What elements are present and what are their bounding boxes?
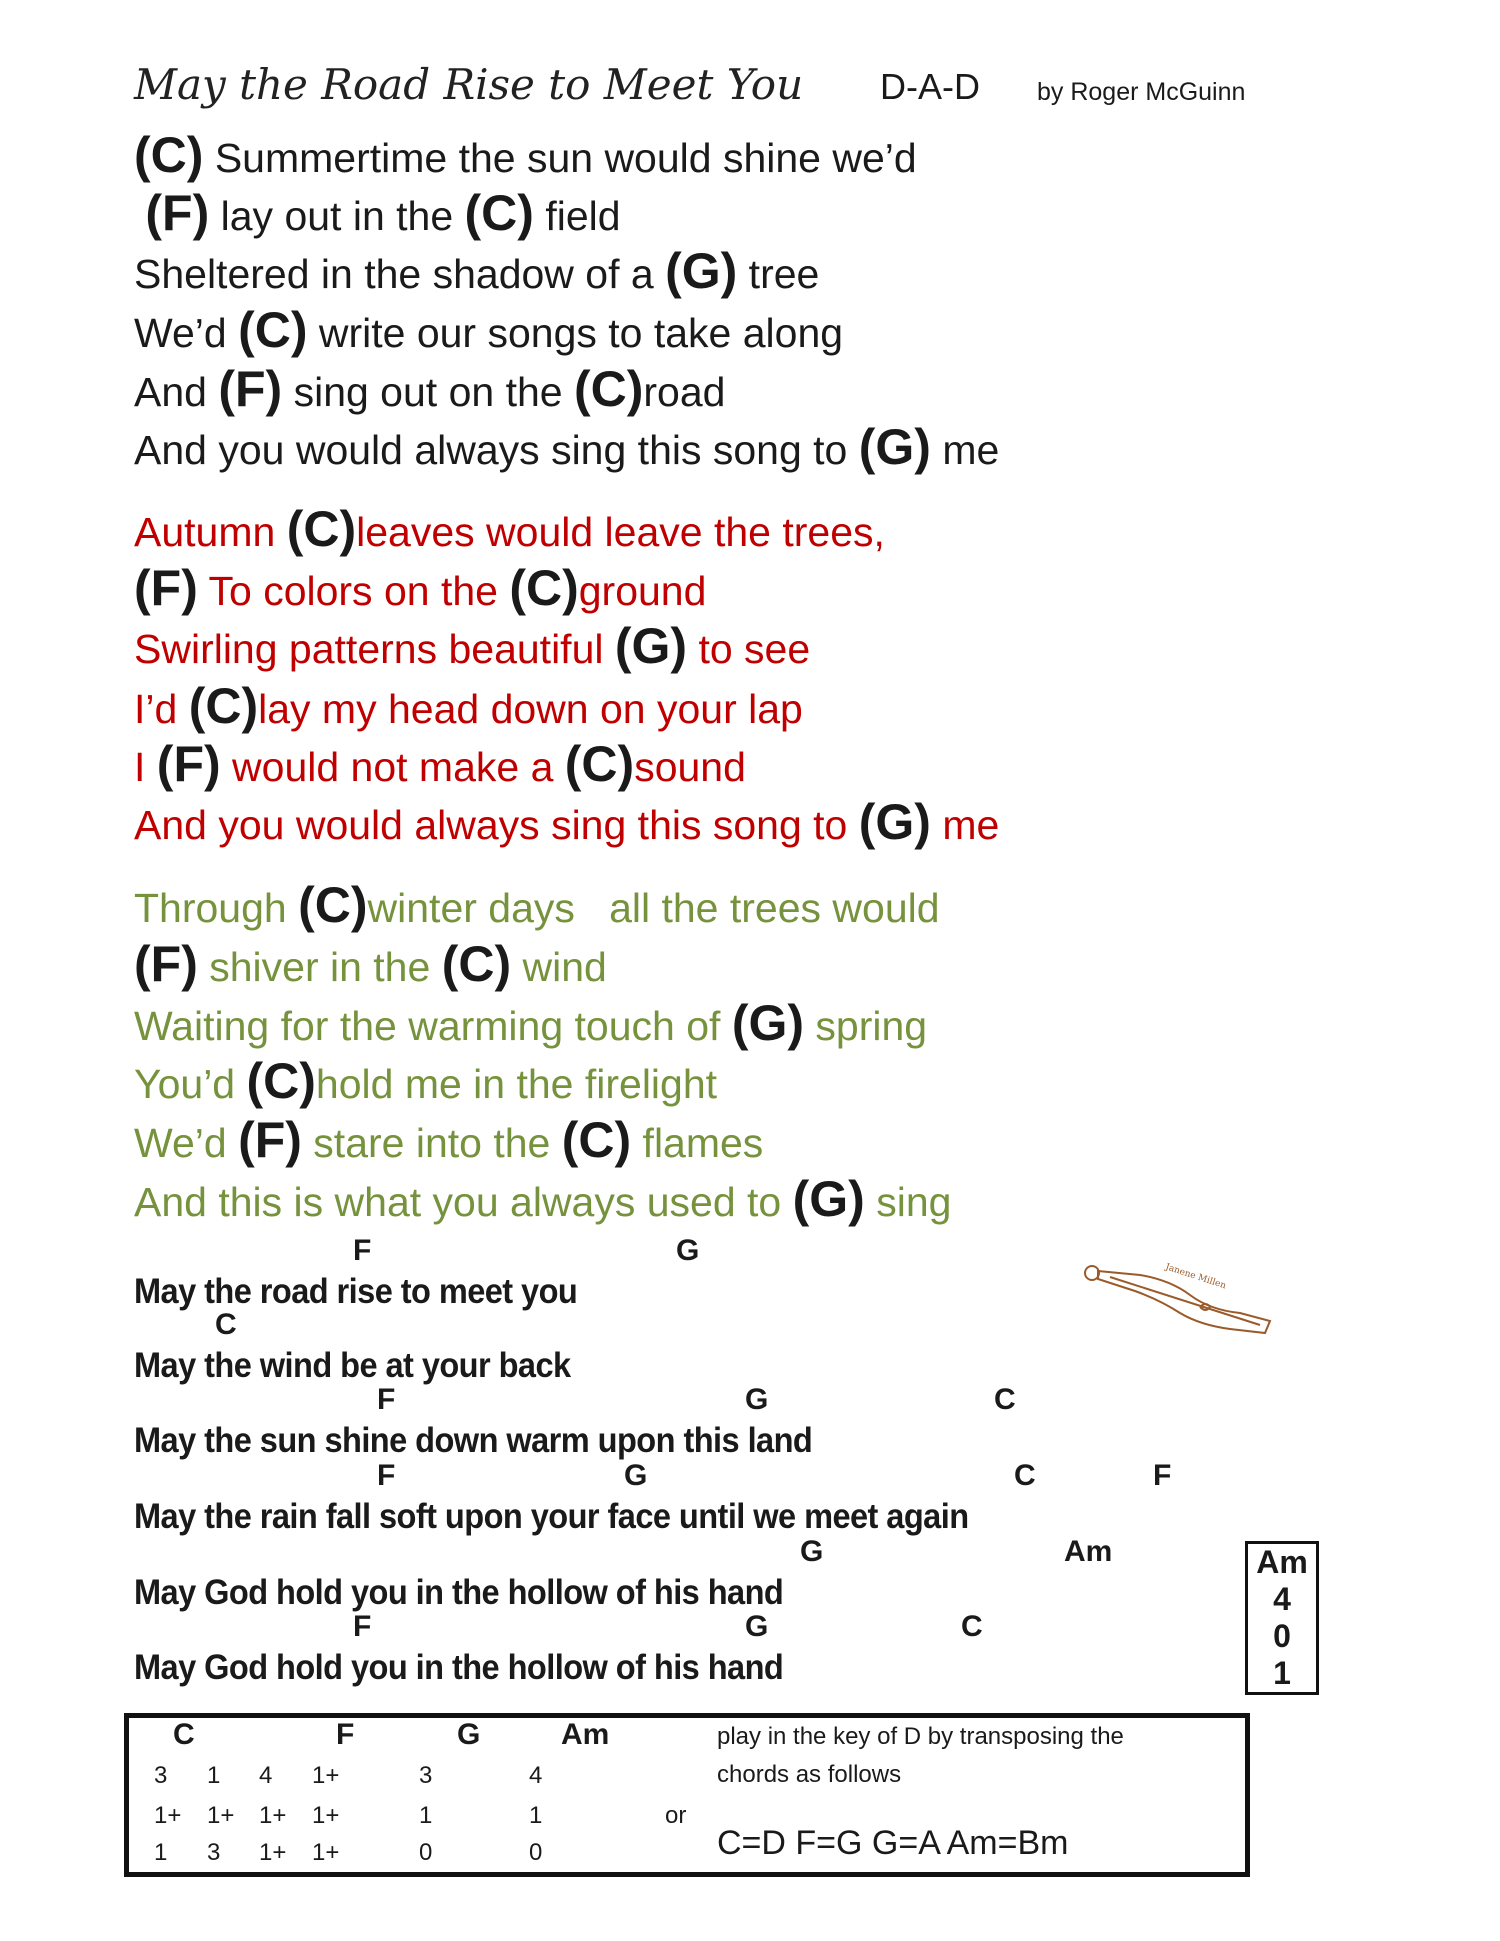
lyric-text: wind <box>511 944 607 990</box>
chord-label: (F) <box>238 1112 302 1168</box>
chorus-lyric: May the road rise to meet you <box>134 1272 578 1311</box>
lyric-text <box>134 193 145 239</box>
tuning: D-A-D <box>880 66 980 107</box>
lyric-text: And <box>134 369 219 415</box>
chorus-chord: F <box>377 1459 396 1492</box>
chord-label: (F) <box>145 185 210 241</box>
chord-label: (C) <box>509 560 579 616</box>
lyric-text: winter days all the trees would <box>367 885 940 931</box>
verse-line <box>134 501 885 557</box>
fret-number: 3 <box>154 1762 168 1789</box>
lyric-text: Sheltered in the shadow of a <box>134 251 666 297</box>
chord-chart-table <box>124 1713 1250 1877</box>
lyric-text: We’d <box>134 1120 239 1166</box>
verse-line <box>134 936 607 992</box>
chord-header: F <box>336 1718 355 1751</box>
dulcimer-logo <box>1080 1255 1280 1345</box>
chorus-chord: F <box>353 1234 372 1267</box>
chord-label: (G) <box>858 794 931 850</box>
fret-number: 1+ <box>207 1802 235 1829</box>
lyric-text: would not make a <box>220 744 565 790</box>
chorus-lyric: May the rain fall soft upon your face until we meet again <box>134 1497 969 1536</box>
fret-number: 4 <box>529 1762 543 1789</box>
chord-label: (C) <box>238 302 308 358</box>
chord-label: (C) <box>464 185 534 241</box>
lyric-text: To colors on the <box>197 568 510 614</box>
chord-label: (C) <box>298 877 368 933</box>
am-box-label: Am <box>1256 1544 1308 1580</box>
lyric-text: to see <box>687 626 811 672</box>
lyric-text: I <box>134 744 157 790</box>
chorus-chord: Am <box>1064 1535 1113 1568</box>
verse-line <box>134 419 1000 475</box>
am-chord-box <box>1245 1541 1319 1695</box>
chord-label: (C) <box>573 361 644 417</box>
lyric-text: shiver in the <box>197 944 442 990</box>
lyric-text: stare into the <box>301 1120 562 1166</box>
chorus-lyric: May God hold you in the hollow of his hand <box>134 1573 784 1612</box>
chord-header: Am <box>561 1718 610 1751</box>
lyric-text: flames <box>631 1120 764 1166</box>
chord-label: (F) <box>134 936 198 992</box>
am-box-fret: 4 <box>1273 1581 1291 1617</box>
lyric-text: Through <box>134 885 299 931</box>
fret-number: 3 <box>419 1762 433 1789</box>
chord-label: (G) <box>614 618 688 674</box>
chord-label: (C) <box>188 678 259 734</box>
am-box-fret: 0 <box>1273 1618 1291 1654</box>
verse-line <box>134 877 940 933</box>
lyric-text: You’d <box>134 1061 247 1107</box>
author: by Roger McGuinn <box>1037 78 1246 106</box>
lyric-text: And this is what you always used to <box>134 1179 793 1225</box>
verse-line <box>134 243 820 299</box>
verse-line <box>134 995 928 1051</box>
lyric-text: sing out on the <box>282 369 574 415</box>
lyric-text: lay my head down on your lap <box>258 686 803 732</box>
lyric-text: I’d <box>134 686 189 732</box>
lyric-text: me <box>930 802 1000 848</box>
fret-number: 4 <box>259 1762 273 1789</box>
lyric-text: me <box>930 427 1000 473</box>
chorus-chord: F <box>1153 1459 1172 1492</box>
chord-label: (C) <box>246 1053 316 1109</box>
lyric-text: spring <box>804 1003 928 1049</box>
verse-line <box>134 678 803 734</box>
chord-label: (G) <box>731 995 805 1051</box>
verse-line <box>134 302 844 358</box>
chord-label: (F) <box>156 736 221 792</box>
fret-number: 1 <box>419 1802 433 1829</box>
chorus-lyric: May God hold you in the hollow of his hand <box>134 1648 784 1687</box>
fret-number: 1+ <box>259 1839 287 1866</box>
lyric-text: And you would always sing this song to <box>134 802 859 848</box>
lyric-text: hold me in the firelight <box>315 1061 718 1107</box>
chord-label: (G) <box>858 419 931 475</box>
verse-line <box>134 361 726 417</box>
chorus-chord: F <box>377 1383 396 1416</box>
fret-number: 0 <box>419 1839 433 1866</box>
verse-line <box>134 618 811 674</box>
verse-line <box>134 1112 764 1168</box>
verse-line <box>134 794 1000 850</box>
lyric-text: tree <box>737 251 820 297</box>
chorus-lyric: May the wind be at your back <box>134 1346 571 1385</box>
lyric-text: We’d <box>134 310 239 356</box>
chorus-chord: C <box>215 1308 237 1341</box>
verse-line <box>134 1171 952 1227</box>
fret-number: 1 <box>154 1839 168 1866</box>
lyric-text: And you would always sing this song to <box>134 427 859 473</box>
verse-line <box>134 736 746 792</box>
lyric-text: Summertime the sun would shine we’d <box>203 135 917 181</box>
lyric-text: sound <box>634 744 746 790</box>
chorus-chord: C <box>961 1610 983 1643</box>
chord-label: (C) <box>286 501 357 557</box>
transpose-note: chords as follows <box>717 1761 902 1788</box>
lyric-text: sing <box>864 1179 952 1225</box>
lyric-text: Swirling patterns beautiful <box>134 626 615 672</box>
chord-label: (G) <box>665 243 738 299</box>
chorus-chord: G <box>800 1535 824 1568</box>
lyric-text: field <box>533 193 621 239</box>
verse-line <box>134 1053 718 1109</box>
svg-text:Janene Millen: Janene Millen <box>1164 1262 1228 1292</box>
verse-line <box>134 127 917 183</box>
fret-number: 1 <box>207 1762 221 1789</box>
fret-number: 0 <box>529 1839 543 1866</box>
chord-label: (F) <box>134 560 198 616</box>
lyric-text: lay out in the <box>209 193 465 239</box>
lyric-text: leaves would leave the trees, <box>356 509 885 555</box>
chorus-chord: G <box>745 1610 769 1643</box>
lyric-text: Autumn <box>134 509 287 555</box>
fret-number: 1+ <box>259 1802 287 1829</box>
chord-label: (C) <box>134 127 204 183</box>
chorus-lyric: May the sun shine down warm upon this land <box>134 1421 813 1460</box>
transpose-mapping: C=D F=G G=A Am=Bm <box>717 1824 1069 1862</box>
fret-number: 1+ <box>154 1802 182 1829</box>
lyric-text: ground <box>578 568 707 614</box>
chorus-chord: C <box>994 1383 1016 1416</box>
fret-number: 1+ <box>312 1802 340 1829</box>
lyric-text: road <box>643 369 726 415</box>
chord-label: (C) <box>441 936 512 992</box>
chord-header: G <box>457 1718 481 1751</box>
fret-number: 1+ <box>312 1762 340 1789</box>
song-title: May the Road Rise to Meet You <box>134 60 804 109</box>
fret-number: 3 <box>207 1839 221 1866</box>
chorus-chord: G <box>676 1234 700 1267</box>
or-label: or <box>665 1802 687 1829</box>
verse-line <box>134 560 707 616</box>
chorus-chord: F <box>353 1610 372 1643</box>
verse-line <box>134 185 621 241</box>
lyric-text: write our songs to take along <box>307 310 844 356</box>
transpose-note: play in the key of D by transposing the <box>717 1723 1124 1750</box>
fret-number: 1+ <box>312 1839 340 1866</box>
chorus-chord: G <box>624 1459 648 1492</box>
chord-label: (C) <box>561 1112 632 1168</box>
chord-header: C <box>173 1718 195 1751</box>
chorus-chord: C <box>1014 1459 1036 1492</box>
lyric-text: Waiting for the warming touch of <box>134 1003 732 1049</box>
chord-label: (C) <box>564 736 635 792</box>
chord-label: (F) <box>218 361 283 417</box>
chord-label: (G) <box>792 1171 865 1227</box>
am-box-fret: 1 <box>1273 1655 1291 1691</box>
fret-number: 1 <box>529 1802 543 1829</box>
chorus-chord: G <box>745 1383 769 1416</box>
